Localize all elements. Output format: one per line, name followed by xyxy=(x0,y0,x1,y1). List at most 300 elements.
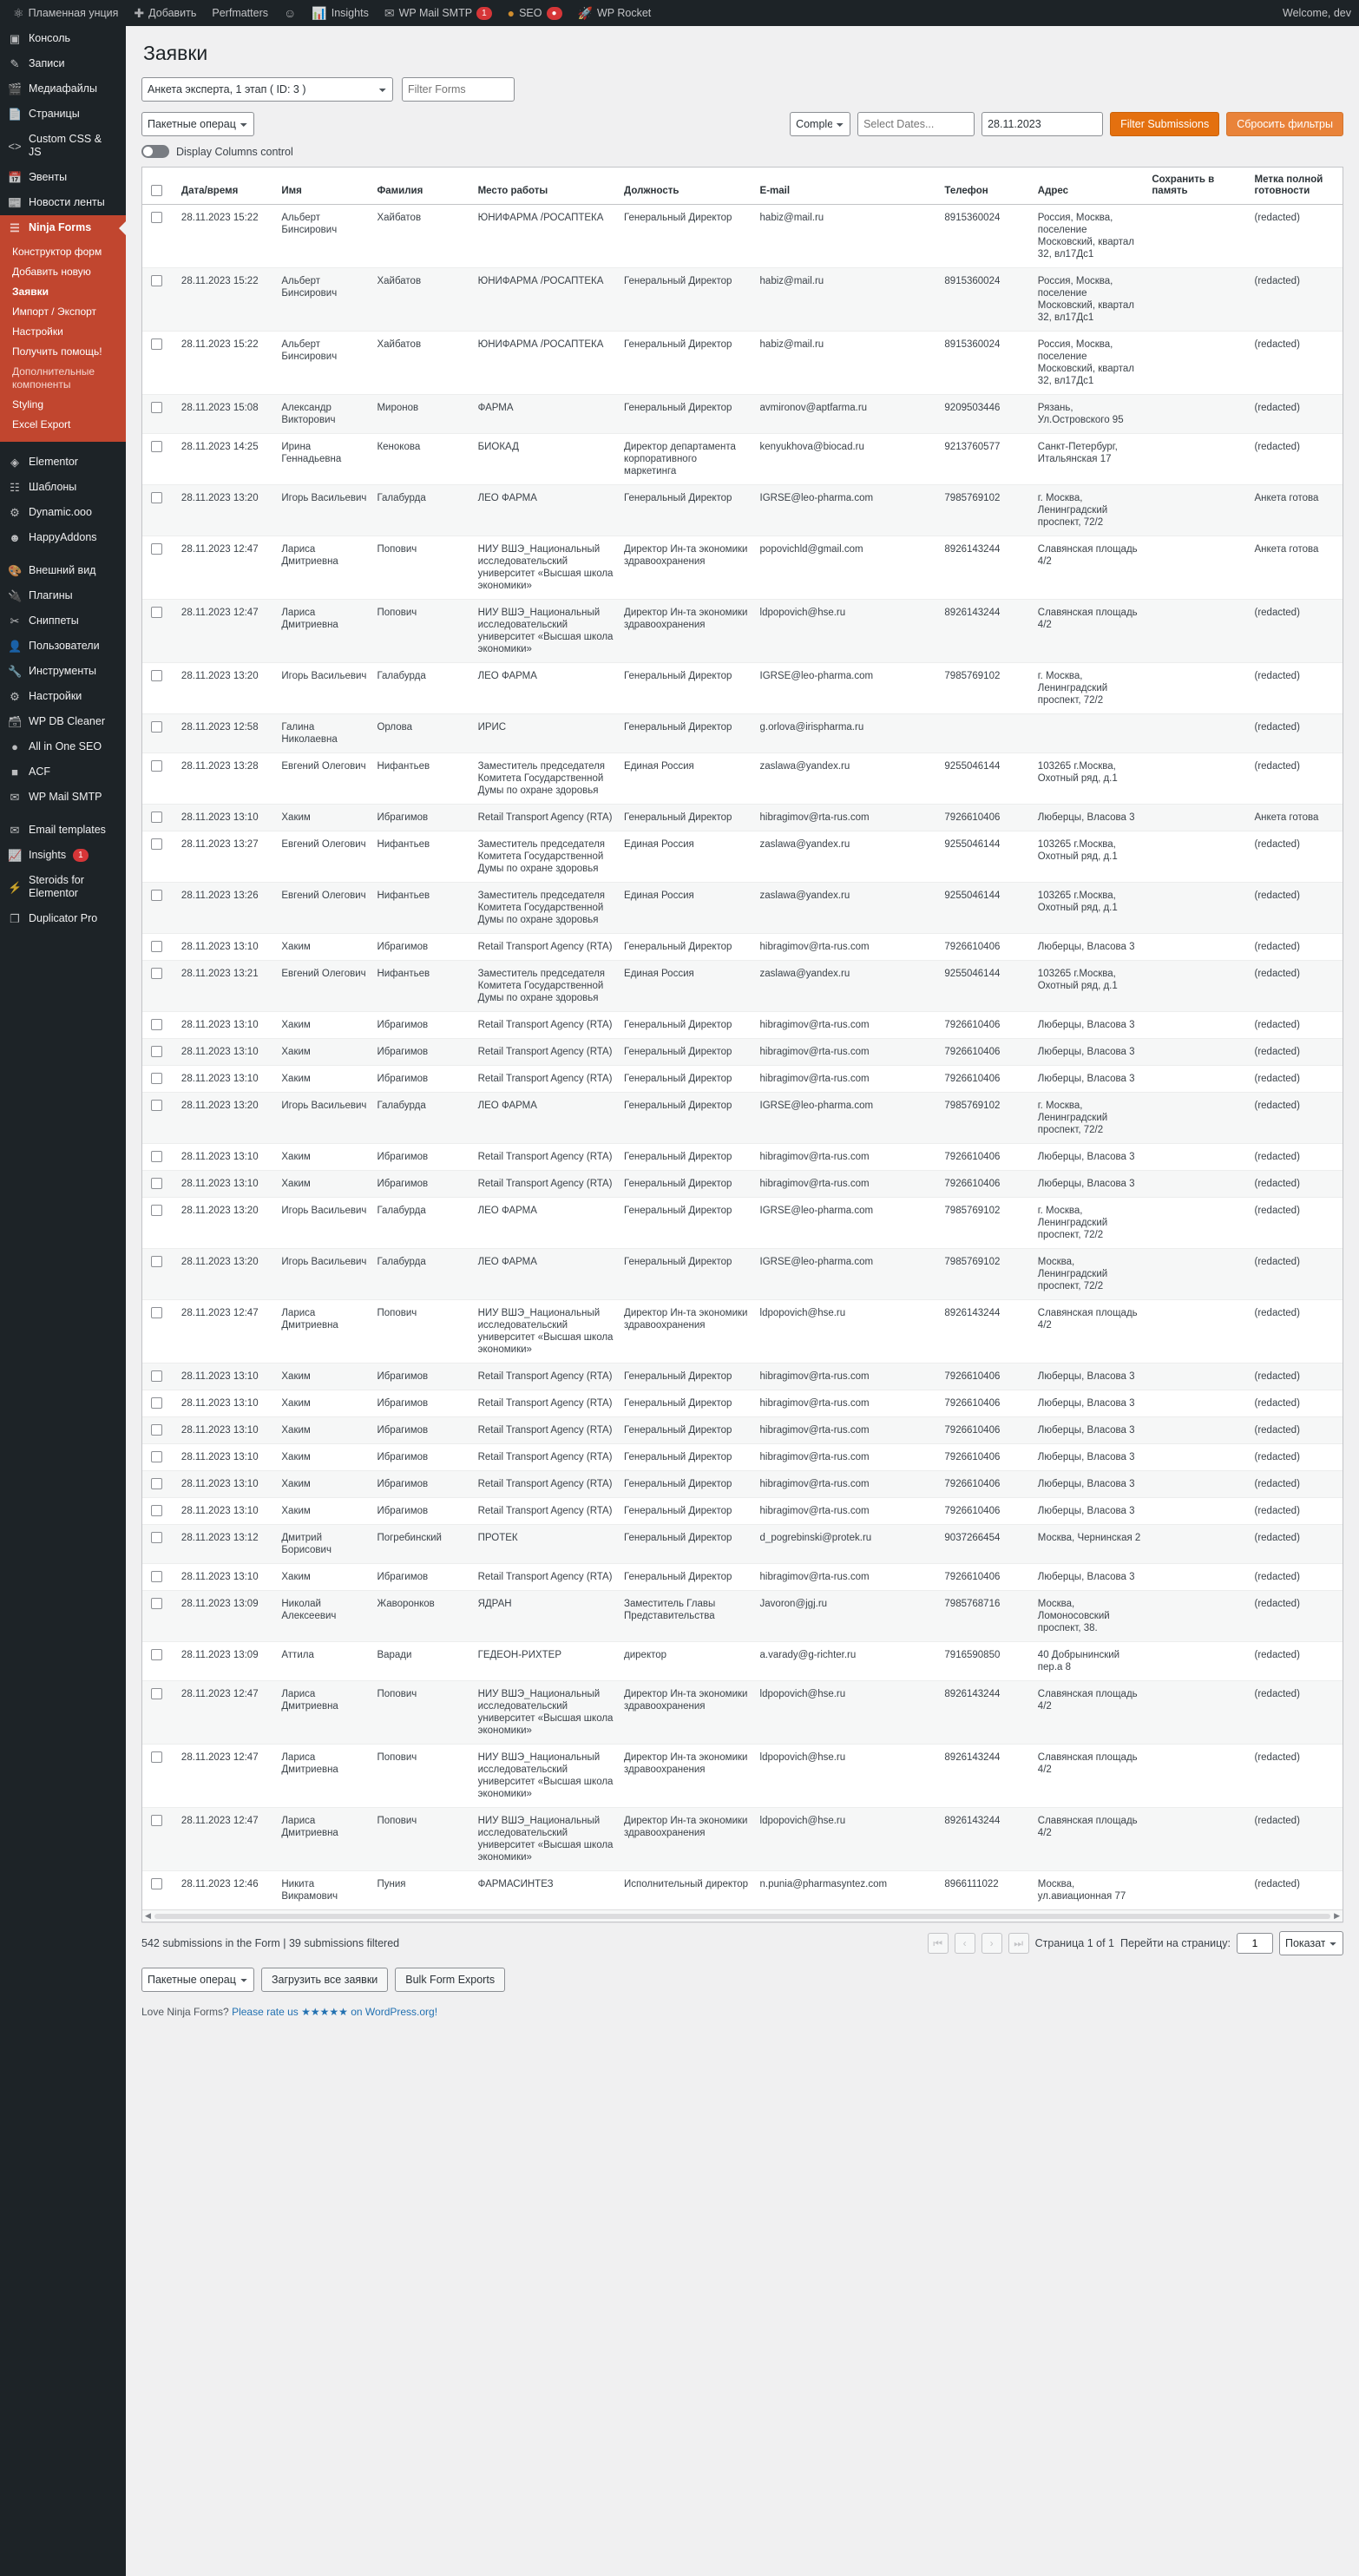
row-checkbox[interactable] xyxy=(151,1649,162,1660)
sidebar-item-duplicator-pro[interactable] xyxy=(0,906,126,931)
row-checkbox[interactable] xyxy=(151,1100,162,1111)
table-row[interactable] xyxy=(142,1642,1343,1681)
table-row[interactable] xyxy=(142,1417,1343,1444)
cell-email: IGRSE@leo-pharma.com xyxy=(755,1249,940,1300)
cell-date: 28.11.2023 15:22 xyxy=(176,332,276,395)
cell-last-name: Галабурда xyxy=(371,1198,472,1249)
cell-ready-mark: (redacted) xyxy=(1250,934,1343,961)
table-row[interactable] xyxy=(142,205,1343,268)
table-row[interactable] xyxy=(142,1171,1343,1198)
cell-phone: 7926610406 xyxy=(939,1471,1032,1498)
cell-workplace: Retail Transport Agency (RTA) xyxy=(473,1564,619,1591)
row-checkbox[interactable] xyxy=(151,1751,162,1763)
submissions-table xyxy=(142,168,1343,1909)
cell-email: habiz@mail.ru xyxy=(755,268,940,332)
table-row[interactable] xyxy=(142,1066,1343,1093)
cell-save xyxy=(1146,205,1249,268)
row-checkbox[interactable] xyxy=(151,1046,162,1057)
column-header-phone[interactable]: Телефон xyxy=(939,168,1032,205)
sidebar-item-posts[interactable] xyxy=(0,51,126,76)
cell-position: Генеральный Директор xyxy=(619,1171,755,1198)
admin-bar xyxy=(0,0,1359,26)
table-row[interactable] xyxy=(142,805,1343,831)
table-row[interactable] xyxy=(142,1471,1343,1498)
table-row[interactable] xyxy=(142,1249,1343,1300)
last-page-button[interactable]: ⏭ xyxy=(1008,1933,1029,1954)
cell-position: Генеральный Директор xyxy=(619,205,755,268)
row-select-cell xyxy=(142,1471,176,1498)
row-checkbox[interactable] xyxy=(151,1178,162,1189)
cell-ready-mark: (redacted) xyxy=(1250,1681,1343,1745)
cell-save xyxy=(1146,1591,1249,1642)
cell-phone: 7926610406 xyxy=(939,1039,1032,1066)
sidebar-subitem-settings[interactable] xyxy=(0,322,126,342)
row-checkbox[interactable] xyxy=(151,1598,162,1609)
display-columns-toggle[interactable] xyxy=(141,145,169,158)
cell-workplace: Retail Transport Agency (RTA) xyxy=(473,1066,619,1093)
cell-save xyxy=(1146,1444,1249,1471)
row-checkbox[interactable] xyxy=(151,492,162,503)
sidebar-label: Внешний вид xyxy=(29,564,96,576)
db-icon: 🗃 xyxy=(8,715,23,728)
cell-position: Генеральный Директор xyxy=(619,332,755,395)
row-checkbox[interactable] xyxy=(151,1019,162,1030)
table-row[interactable] xyxy=(142,485,1343,536)
cell-workplace: Retail Transport Agency (RTA) xyxy=(473,1012,619,1039)
table-row[interactable] xyxy=(142,1144,1343,1171)
table-body xyxy=(142,205,1343,1910)
cell-first-name: Галина Николаевна xyxy=(276,714,371,753)
cell-last-name: Галабурда xyxy=(371,1093,472,1144)
sidebar-subitem-styling[interactable] xyxy=(0,395,126,415)
cell-first-name: Евгений Олегович xyxy=(276,753,371,805)
filter-submissions-button[interactable]: Filter Submissions xyxy=(1110,112,1219,136)
sidebar-item-elementor[interactable] xyxy=(0,450,126,475)
sidebar-item-templates[interactable] xyxy=(0,475,126,500)
row-checkbox[interactable] xyxy=(151,1505,162,1516)
adminbar-item-wpmailsmtp[interactable] xyxy=(377,0,500,26)
column-header-last-name[interactable]: Фамилия xyxy=(371,168,472,205)
table-row[interactable] xyxy=(142,1591,1343,1642)
column-header-position[interactable]: Должность xyxy=(619,168,755,205)
sidebar-sublabel: Импорт / Экспорт xyxy=(12,306,97,318)
cell-email: habiz@mail.ru xyxy=(755,205,940,268)
adminbar-item-seo[interactable] xyxy=(500,0,570,26)
cell-date: 28.11.2023 12:47 xyxy=(176,1300,276,1364)
cell-date: 28.11.2023 12:58 xyxy=(176,714,276,753)
row-checkbox[interactable] xyxy=(151,1451,162,1462)
cell-email: hibragimov@rta-rus.com xyxy=(755,1444,940,1471)
cell-date: 28.11.2023 13:20 xyxy=(176,1093,276,1144)
cell-date: 28.11.2023 15:08 xyxy=(176,395,276,434)
row-select-cell xyxy=(142,434,176,485)
cell-last-name: Кенокова xyxy=(371,434,472,485)
sidebar-item-news-feeds[interactable] xyxy=(0,190,126,215)
row-select-cell xyxy=(142,1144,176,1171)
cell-last-name: Попович xyxy=(371,1808,472,1871)
select-all-checkbox[interactable] xyxy=(151,185,162,196)
scrollbar-track[interactable] xyxy=(154,1914,1330,1919)
cell-phone: 7926610406 xyxy=(939,1012,1032,1039)
reset-filters-button[interactable]: Сбросить фильтры xyxy=(1226,112,1343,136)
sidebar-item-events[interactable] xyxy=(0,165,126,190)
sidebar-item-happyaddons[interactable] xyxy=(0,525,126,550)
sidebar-item-custom-css-js[interactable] xyxy=(0,127,126,165)
sidebar-item-dynamicooo[interactable] xyxy=(0,500,126,525)
table-row[interactable] xyxy=(142,1093,1343,1144)
cell-position: Генеральный Директор xyxy=(619,1417,755,1444)
sidebar-label: Новости ленты xyxy=(29,196,105,208)
row-checkbox[interactable] xyxy=(151,338,162,350)
row-checkbox[interactable] xyxy=(151,275,162,286)
table-row[interactable] xyxy=(142,1745,1343,1808)
row-checkbox[interactable] xyxy=(151,1307,162,1318)
row-checkbox[interactable] xyxy=(151,1878,162,1889)
cell-workplace: Retail Transport Agency (RTA) xyxy=(473,934,619,961)
table-row[interactable] xyxy=(142,268,1343,332)
table-row[interactable] xyxy=(142,883,1343,934)
row-checkbox[interactable] xyxy=(151,1532,162,1543)
cell-address: Люберцы, Власова 3 xyxy=(1033,1066,1147,1093)
cell-save xyxy=(1146,332,1249,395)
column-header-workplace[interactable]: Место работы xyxy=(473,168,619,205)
row-checkbox[interactable] xyxy=(151,1073,162,1084)
row-checkbox[interactable] xyxy=(151,543,162,555)
row-select-cell xyxy=(142,332,176,395)
cell-last-name: Ибрагимов xyxy=(371,1498,472,1525)
goto-page-input[interactable] xyxy=(1237,1933,1273,1954)
cell-address: Москва, Ломоносовский проспект, 38. xyxy=(1033,1591,1147,1642)
cell-ready-mark: (redacted) xyxy=(1250,831,1343,883)
display-columns-label: Display Columns control xyxy=(176,145,293,158)
column-header-address[interactable]: Адрес xyxy=(1033,168,1147,205)
row-checkbox[interactable] xyxy=(151,838,162,850)
table-row[interactable] xyxy=(142,1525,1343,1564)
cell-date: 28.11.2023 13:10 xyxy=(176,1444,276,1471)
sidebar-subitem-submissions[interactable] xyxy=(0,282,126,302)
sidebar-label: Настройки xyxy=(29,690,82,702)
row-checkbox[interactable] xyxy=(151,402,162,413)
sidebar-separator xyxy=(0,442,126,450)
sidebar-item-insights[interactable] xyxy=(0,843,126,868)
cell-workplace: НИУ ВШЭ_Национальный исследовательский университет «Высшая школа экономики» xyxy=(473,1808,619,1871)
cell-ready-mark: (redacted) xyxy=(1250,332,1343,395)
cell-address: Славянская площадь 4/2 xyxy=(1033,1745,1147,1808)
cell-first-name: Хаким xyxy=(276,934,371,961)
sidebar-subitem-get-help[interactable] xyxy=(0,342,126,362)
sidebar-subitem-form-builder[interactable] xyxy=(0,242,126,262)
table-row[interactable] xyxy=(142,1198,1343,1249)
row-checkbox[interactable] xyxy=(151,1205,162,1216)
sidebar-item-media[interactable] xyxy=(0,76,126,102)
cell-last-name: Ибрагимов xyxy=(371,1144,472,1171)
column-header-email[interactable]: E-mail xyxy=(755,168,940,205)
sidebar-item-ninja-forms[interactable] xyxy=(0,215,126,240)
cell-first-name: Альберт Бинсирович xyxy=(276,268,371,332)
table-row[interactable] xyxy=(142,961,1343,1012)
sidebar-item-plugins[interactable] xyxy=(0,583,126,608)
row-checkbox[interactable] xyxy=(151,1424,162,1436)
sidebar-label: Сниппеты xyxy=(29,614,79,627)
table-row[interactable] xyxy=(142,934,1343,961)
row-checkbox[interactable] xyxy=(151,1256,162,1267)
cell-last-name: Попович xyxy=(371,536,472,600)
cell-ready-mark: (redacted) xyxy=(1250,1012,1343,1039)
table-row[interactable] xyxy=(142,1871,1343,1910)
cell-save xyxy=(1146,536,1249,600)
scroll-left-icon[interactable]: ◀ xyxy=(145,1911,151,1920)
next-page-button[interactable]: › xyxy=(982,1933,1002,1954)
date-range-input[interactable] xyxy=(857,112,975,136)
bulk-actions-select-top[interactable] xyxy=(141,112,254,136)
bulk-form-exports-button[interactable]: Bulk Form Exports xyxy=(395,1968,505,1992)
cell-save xyxy=(1146,1300,1249,1364)
table-row[interactable] xyxy=(142,714,1343,753)
table-row[interactable] xyxy=(142,1390,1343,1417)
table-row[interactable] xyxy=(142,1012,1343,1039)
table-row[interactable] xyxy=(142,332,1343,395)
bulk-actions-select-bottom[interactable] xyxy=(141,1968,254,1992)
adminbar-insights-label: Insights xyxy=(331,7,369,19)
scroll-right-icon[interactable]: ▶ xyxy=(1334,1911,1340,1920)
adminbar-account[interactable] xyxy=(1275,0,1359,26)
adminbar-item-insights[interactable] xyxy=(304,0,377,26)
column-header-ready-mark[interactable]: Метка полной готовности xyxy=(1250,168,1343,205)
cell-date: 28.11.2023 12:46 xyxy=(176,1871,276,1910)
cell-first-name: Игорь Васильевич xyxy=(276,1093,371,1144)
table-row[interactable] xyxy=(142,663,1343,714)
cell-last-name: Ибрагимов xyxy=(371,1444,472,1471)
adminbar-item-perfmatters[interactable] xyxy=(204,0,276,26)
row-select-cell xyxy=(142,1093,176,1144)
sidebar-item-users[interactable] xyxy=(0,634,126,659)
row-checkbox[interactable] xyxy=(151,968,162,979)
sidebar-item-steroids-for-elementor[interactable] xyxy=(0,868,126,906)
row-checkbox[interactable] xyxy=(151,721,162,733)
download-all-button[interactable]: Загрузить все заявки xyxy=(261,1968,388,1992)
cell-date: 28.11.2023 13:12 xyxy=(176,1525,276,1564)
seo-icon: ● xyxy=(11,740,18,753)
cell-position: Генеральный Директор xyxy=(619,663,755,714)
table-row[interactable] xyxy=(142,434,1343,485)
prev-page-button[interactable]: ‹ xyxy=(955,1933,975,1954)
cell-workplace: Заместитель председателя Комитета Государственной Думы по охране здоровья xyxy=(473,831,619,883)
sidebar-item-snippets[interactable] xyxy=(0,608,126,634)
cell-save xyxy=(1146,1642,1249,1681)
table-head xyxy=(142,168,1343,205)
horizontal-scrollbar[interactable] xyxy=(142,1909,1343,1922)
table-row[interactable] xyxy=(142,1808,1343,1871)
cell-save xyxy=(1146,1390,1249,1417)
cell-position: Генеральный Директор xyxy=(619,268,755,332)
cell-email: hibragimov@rta-rus.com xyxy=(755,1498,940,1525)
cell-workplace: ЛЕО ФАРМА xyxy=(473,663,619,714)
cell-workplace: Retail Transport Agency (RTA) xyxy=(473,1444,619,1471)
column-header-date[interactable]: Дата/время xyxy=(176,168,276,205)
sidebar-subitem-excel-export[interactable] xyxy=(0,415,126,435)
cell-phone: 9255046144 xyxy=(939,883,1032,934)
admin-sidebar xyxy=(0,26,126,2576)
date-input[interactable] xyxy=(982,112,1103,136)
adminbar-site-label: Пламенная унция xyxy=(28,7,119,19)
cell-position: Исполнительный директор xyxy=(619,1871,755,1910)
cell-position: Директор Ин-та экономики здравоохранения xyxy=(619,1681,755,1745)
table-row[interactable] xyxy=(142,1364,1343,1390)
adminbar-item-wprocket[interactable] xyxy=(570,0,660,26)
table-row[interactable] xyxy=(142,1498,1343,1525)
table-row[interactable] xyxy=(142,753,1343,805)
cell-address: Люберцы, Власова 3 xyxy=(1033,1564,1147,1591)
row-select-cell xyxy=(142,1249,176,1300)
cell-address: Москва, ул.авиационная 77 xyxy=(1033,1871,1147,1910)
sidebar-item-tools[interactable] xyxy=(0,659,126,684)
cell-email: a.varady@g-richter.ru xyxy=(755,1642,940,1681)
row-checkbox[interactable] xyxy=(151,607,162,618)
row-checkbox[interactable] xyxy=(151,890,162,901)
column-header-save[interactable]: Сохранить в память xyxy=(1146,168,1249,205)
row-select-cell xyxy=(142,1417,176,1444)
cell-email: hibragimov@rta-rus.com xyxy=(755,1390,940,1417)
table-row[interactable] xyxy=(142,1300,1343,1364)
cell-date: 28.11.2023 13:10 xyxy=(176,1364,276,1390)
first-page-button[interactable]: ⏮ xyxy=(928,1933,949,1954)
cell-date: 28.11.2023 13:20 xyxy=(176,485,276,536)
form-select[interactable] xyxy=(141,77,393,102)
steroids-icon: ⚡ xyxy=(8,880,23,894)
cell-save xyxy=(1146,268,1249,332)
sidebar-separator xyxy=(0,810,126,818)
row-checkbox[interactable] xyxy=(151,1397,162,1409)
cell-ready-mark: (redacted) xyxy=(1250,205,1343,268)
cell-workplace: Заместитель председателя Комитета Государственной Думы по охране здоровья xyxy=(473,753,619,805)
cell-workplace: ЛЕО ФАРМА xyxy=(473,1249,619,1300)
cell-workplace: ЛЕО ФАРМА xyxy=(473,1198,619,1249)
code-icon: <> xyxy=(8,139,22,153)
table-row[interactable] xyxy=(142,600,1343,663)
select-all-header xyxy=(142,168,176,205)
cell-phone: 7926610406 xyxy=(939,1390,1032,1417)
cell-first-name: Хаким xyxy=(276,805,371,831)
row-checkbox[interactable] xyxy=(151,670,162,681)
cell-email: ldpopovich@hse.ru xyxy=(755,600,940,663)
cell-ready-mark: (redacted) xyxy=(1250,714,1343,753)
seo-icon: ● xyxy=(507,6,515,20)
row-checkbox[interactable] xyxy=(151,212,162,223)
table-row[interactable] xyxy=(142,1564,1343,1591)
cell-position: Генеральный Директор xyxy=(619,1444,755,1471)
cell-email: zaslawa@yandex.ru xyxy=(755,961,940,1012)
sidebar-item-wp-db-cleaner[interactable] xyxy=(0,709,126,734)
cell-address: Люберцы, Власова 3 xyxy=(1033,805,1147,831)
sidebar-subitem-import-export[interactable] xyxy=(0,302,126,322)
table-row[interactable] xyxy=(142,395,1343,434)
cell-first-name: Хаким xyxy=(276,1417,371,1444)
sidebar-label: Плагины xyxy=(29,589,73,601)
cell-last-name: Пуния xyxy=(371,1871,472,1910)
cell-date: 28.11.2023 12:47 xyxy=(176,536,276,600)
cell-date: 28.11.2023 12:47 xyxy=(176,1745,276,1808)
cell-phone: 9255046144 xyxy=(939,961,1032,1012)
adminbar-item-site[interactable] xyxy=(5,0,126,26)
cell-first-name: Хаким xyxy=(276,1364,371,1390)
row-checkbox[interactable] xyxy=(151,1571,162,1582)
sidebar-item-pages[interactable] xyxy=(0,102,126,127)
cell-save xyxy=(1146,1525,1249,1564)
sidebar-item-email-templates[interactable] xyxy=(0,818,126,843)
cell-email: zaslawa@yandex.ru xyxy=(755,883,940,934)
sidebar-subitem-addons[interactable] xyxy=(0,362,126,395)
cell-first-name: Хаким xyxy=(276,1066,371,1093)
cell-workplace: ЮНИФАРМА /РОСАПТЕКА xyxy=(473,205,619,268)
row-checkbox[interactable] xyxy=(151,812,162,823)
dynamic-icon: ⚙ xyxy=(10,506,20,519)
admin-wrap xyxy=(0,26,1359,2576)
sidebar-item-dashboard[interactable] xyxy=(0,26,126,51)
row-checkbox[interactable] xyxy=(151,441,162,452)
row-checkbox[interactable] xyxy=(151,1478,162,1489)
row-checkbox[interactable] xyxy=(151,941,162,952)
table-row[interactable] xyxy=(142,1444,1343,1471)
row-select-cell xyxy=(142,1012,176,1039)
credit-link[interactable]: Please rate us ★★★★★ on WordPress.org! xyxy=(232,2006,438,2018)
cell-first-name: Аттила xyxy=(276,1642,371,1681)
table-row[interactable] xyxy=(142,831,1343,883)
adminbar-wpmailsmtp-badge: 1 xyxy=(476,7,492,20)
adminbar-item-new[interactable] xyxy=(126,0,204,26)
status-select[interactable] xyxy=(790,112,850,136)
row-checkbox[interactable] xyxy=(151,1688,162,1699)
row-checkbox[interactable] xyxy=(151,760,162,772)
appearance-icon: 🎨 xyxy=(8,564,23,577)
adminbar-item-smiley[interactable] xyxy=(276,0,304,26)
filter-forms-input[interactable] xyxy=(402,77,515,102)
elementor-icon: ◈ xyxy=(10,456,19,469)
sidebar-item-acf[interactable] xyxy=(0,759,126,785)
cell-first-name: Игорь Васильевич xyxy=(276,485,371,536)
sidebar-item-all-in-one-seo[interactable] xyxy=(0,734,126,759)
adminbar-new-label: Добавить xyxy=(148,7,197,19)
cell-date: 28.11.2023 13:10 xyxy=(176,805,276,831)
cell-ready-mark: (redacted) xyxy=(1250,1171,1343,1198)
cell-phone: 9255046144 xyxy=(939,831,1032,883)
cell-email: ldpopovich@hse.ru xyxy=(755,1300,940,1364)
cell-first-name: Хаким xyxy=(276,1390,371,1417)
row-checkbox[interactable] xyxy=(151,1151,162,1162)
sidebar-sublabel: Получить помощь! xyxy=(12,345,102,358)
table-row[interactable] xyxy=(142,1039,1343,1066)
row-checkbox[interactable] xyxy=(151,1815,162,1826)
table-row[interactable] xyxy=(142,536,1343,600)
row-checkbox[interactable] xyxy=(151,1370,162,1382)
cell-email: zaslawa@yandex.ru xyxy=(755,753,940,805)
cell-workplace: НИУ ВШЭ_Национальный исследовательский университет «Высшая школа экономики» xyxy=(473,600,619,663)
sidebar-sublabel: Дополнительные компоненты xyxy=(12,365,95,391)
sidebar-item-wp-mail-smtp[interactable] xyxy=(0,785,126,810)
cell-ready-mark: (redacted) xyxy=(1250,395,1343,434)
table-row[interactable] xyxy=(142,1681,1343,1745)
column-header-first-name[interactable]: Имя xyxy=(276,168,371,205)
adminbar-perfmatters-label: Perfmatters xyxy=(212,7,268,19)
sidebar-item-appearance[interactable] xyxy=(0,558,126,583)
per-page-select[interactable] xyxy=(1279,1931,1343,1955)
sidebar-subitem-add-new[interactable] xyxy=(0,262,126,282)
cell-save xyxy=(1146,753,1249,805)
cell-first-name: Хаким xyxy=(276,1039,371,1066)
cell-last-name: Миронов xyxy=(371,395,472,434)
sidebar-label: Custom CSS & JS xyxy=(29,133,102,158)
sidebar-item-settings[interactable] xyxy=(0,684,126,709)
cell-phone xyxy=(939,714,1032,753)
